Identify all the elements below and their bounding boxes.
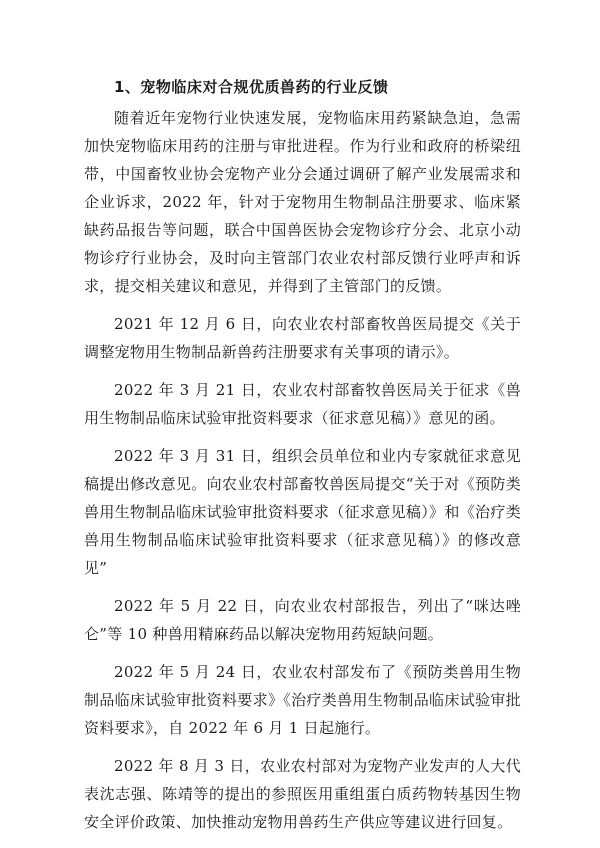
paragraph-2021-12-06: 2021 年 12 月 6 日，向农业农村部畜牧兽医局提交《关于调整宠物用生物制品新兽药注册要求有关事项的请示》。 xyxy=(84,315,521,361)
paragraph-2022-03-31: 2022 年 3 月 31 日，组织会员单位和业内专家就征求意见稿提出修改意见。向农业农村部畜牧兽医局提交“关于对《预防类兽用生物制品临床试验审批资料要求（征求意见稿）》和《治疗类兽用生物制品临床试验审批资料要求（征求意见稿）》的修改意见” xyxy=(84,447,521,577)
paragraph-2022-08-03: 2022 年 8 月 3 日，农业农村部对为宠物产业发声的人大代表沈志强、陈靖等的提出的参照医用重组蛋白质药物转基因生物安全评价政策、加快推动宠物用兽药生产供应等建议进行回复。 xyxy=(84,757,521,831)
paragraph-intro: 随着近年宠物行业快速发展，宠物临床用药紧缺急迫，急需加快宠物临床用药的注册与审批进程。作为行业和政府的桥梁纽带，中国畜牧业协会宠物产业分会通过调研了解产业发展需求和企业诉求，2022 年，针对于宠物用生物制品注册要求、临床紧缺药品报告等问题，联合中国兽医协会宠物诊疗分会、北京小动物诊疗行业协会，及时向主管部门农业农村部反馈行业呼声和诉求，提交相关建议和意见，并得到了主管部门的反馈。 xyxy=(84,109,521,295)
paragraph-2022-05-22: 2022 年 5 月 22 日，向农业农村部报告，列出了“咪达唑仑”等 10 种兽用精麻药品以解决宠物用药短缺问题。 xyxy=(84,597,521,643)
section-heading: 1、宠物临床对合规优质兽药的行业反馈 xyxy=(114,78,389,96)
document-body xyxy=(84,72,521,846)
paragraph-2022-05-24: 2022 年 5 月 24 日，农业农村部发布了《预防类兽用生物制品临床试验审批资料要求》《治疗类兽用生物制品临床试验审批资料要求》，自 2022 年 6 月 1 日起施行。 xyxy=(84,663,521,737)
paragraph-2022-03-21: 2022 年 3 月 21 日，农业农村部畜牧兽医局关于征求《兽用生物制品临床试验审批资料要求（征求意见稿）》意见的函。 xyxy=(84,381,521,427)
